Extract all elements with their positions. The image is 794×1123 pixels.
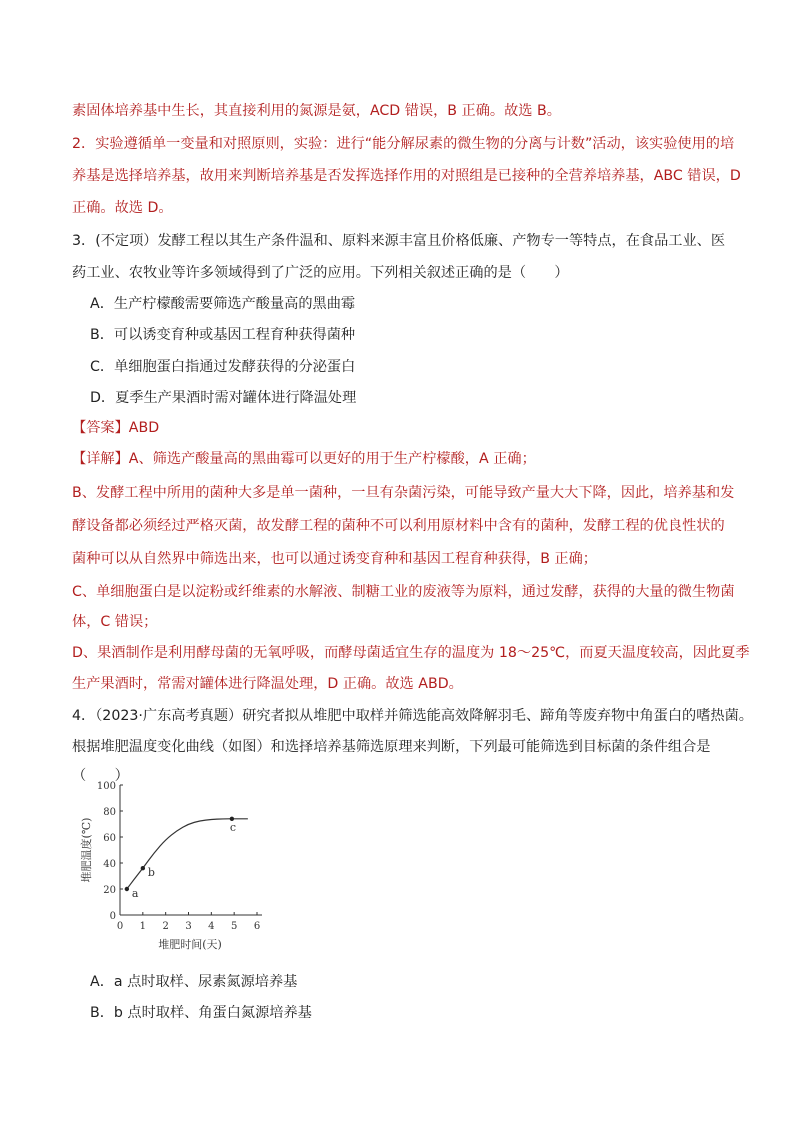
q3-detail-line-2: B、发酵工程中所用的菌种大多是单一菌种，一旦有杂菌污染，可能导致产量大大下降，因此，培养基和发 (72, 485, 735, 501)
point-label-a: a (131, 887, 139, 900)
detail-tag: 【详解】 (72, 451, 129, 467)
q3-option-d: D．夏季生产果酒时需对罐体进行降温处理 (90, 390, 357, 406)
y-tick-label: 80 (103, 807, 116, 818)
q2-explain-line-3: 正确。故选 D。 (72, 200, 173, 216)
y-tick-label: 40 (103, 859, 116, 870)
q4-option-b: B．b 点时取样、角蛋白氮源培养基 (90, 1005, 312, 1021)
x-tick-label: 2 (162, 921, 169, 932)
q3-option-c: C．单细胞蛋白指通过发酵获得的分泌蛋白 (90, 359, 356, 375)
q4-option-a: A．a 点时取样、尿素氮源培养基 (90, 974, 298, 990)
x-axis-label: 堆肥时间(天) (158, 938, 222, 951)
y-tick-label: 100 (96, 781, 116, 792)
y-tick-label: 20 (103, 885, 116, 896)
q2-explain-line-2: 养基是选择培养基，故用来判断培养基是否发挥选择作用的对照组是已接种的全营养培养基，ABC 错误，D (72, 168, 741, 184)
q3-detail-line-6: 体，C 错误； (72, 614, 158, 630)
point-label-c: c (229, 820, 237, 834)
x-tick-label: 5 (230, 921, 238, 932)
q3-stem-line-1: 3．(不定项）发酵工程以其生产条件温和、原料来源丰富且价格低廉、产物专一等特点，在食品工业、医 (72, 233, 726, 249)
q3-option-a: A．生产柠檬酸需要筛选产酸量高的黑曲霉 (90, 296, 356, 312)
q4-stem-line-2: 根据堆肥温度变化曲线（如图）和选择培养基筛选原理来判断，下列最可能筛选到目标菌的条件组合是 (72, 739, 711, 755)
q3-detail-line-3: 酵设备都必须经过严格灭菌，故发酵工程的菌种不可以利用原材料中含有的菌种，发酵工程的优良性状的 (72, 518, 725, 534)
q4-stem-line-3: （ ） (72, 768, 129, 784)
q3-detail-line-1 (72, 449, 536, 469)
compost-temperature-chart (72, 770, 272, 955)
answer-value: ABD (128, 420, 160, 436)
q3-detail-line-7: D、果酒制作是利用酵母菌的无氧呼吸，而酵母菌适宜生存的温度为 18～25℃，而夏天温度较高，因此夏季 (72, 645, 750, 661)
q3-detail-line-4: 菌种可以从自然界中筛选出来，也可以通过诱变育种和基因工程育种获得，B 正确； (72, 551, 597, 567)
x-tick-label: 6 (253, 921, 261, 932)
q3-detail-line-8: 生产果酒时，常需对罐体进行降温处理，D 正确。故选 ABD。 (72, 676, 463, 692)
y-axis-label: 堆肥温度(℃) (80, 817, 93, 883)
x-tick-label: 3 (185, 921, 192, 932)
q3-stem-line-2: 药工业、农牧业等许多领域得到了广泛的应用。下列相关叙述正确的是（ ） (72, 265, 569, 281)
x-tick-label: 4 (208, 921, 215, 932)
q2-explain-line-1: 2．实验遵循单一变量和对照原则，实验：进行“能分解尿素的微生物的分离与计数”活动，该实验使用的培 (72, 136, 735, 152)
q3-answer (72, 418, 159, 438)
y-ticks (97, 781, 123, 922)
q3-detail-line-5: C、单细胞蛋白是以淀粉或纤维素的水解液、制糖工业的废液等为原料，通过发酵，获得的大量的微生物菌 (72, 584, 735, 600)
y-tick-label: 60 (103, 833, 116, 844)
q3-option-b: B．可以诱变育种或基因工程育种获得菌种 (90, 327, 356, 343)
point-a (125, 887, 129, 891)
detail-text: A、筛选产酸量高的黑曲霉可以更好的用于生产柠檬酸，A 正确； (128, 451, 536, 467)
answer-tag: 【答案】 (72, 420, 129, 436)
y-tick-label: 0 (109, 911, 116, 922)
q4-stem-line-1: 4．（2023·广东高考真题）研究者拟从堆肥中取样并筛选能高效降解羽毛、蹄角等废弃物中角蛋白的嗜热菌。 (72, 708, 753, 724)
x-tick-label: 1 (139, 921, 147, 932)
prev-answer-line: 素固体培养基中生长，其直接利用的氮源是氨，ACD 错误，B 正确。故选 B。 (72, 103, 561, 119)
point-label-b: b (147, 866, 155, 880)
point-b (141, 866, 145, 870)
x-tick-label: 0 (116, 921, 124, 932)
